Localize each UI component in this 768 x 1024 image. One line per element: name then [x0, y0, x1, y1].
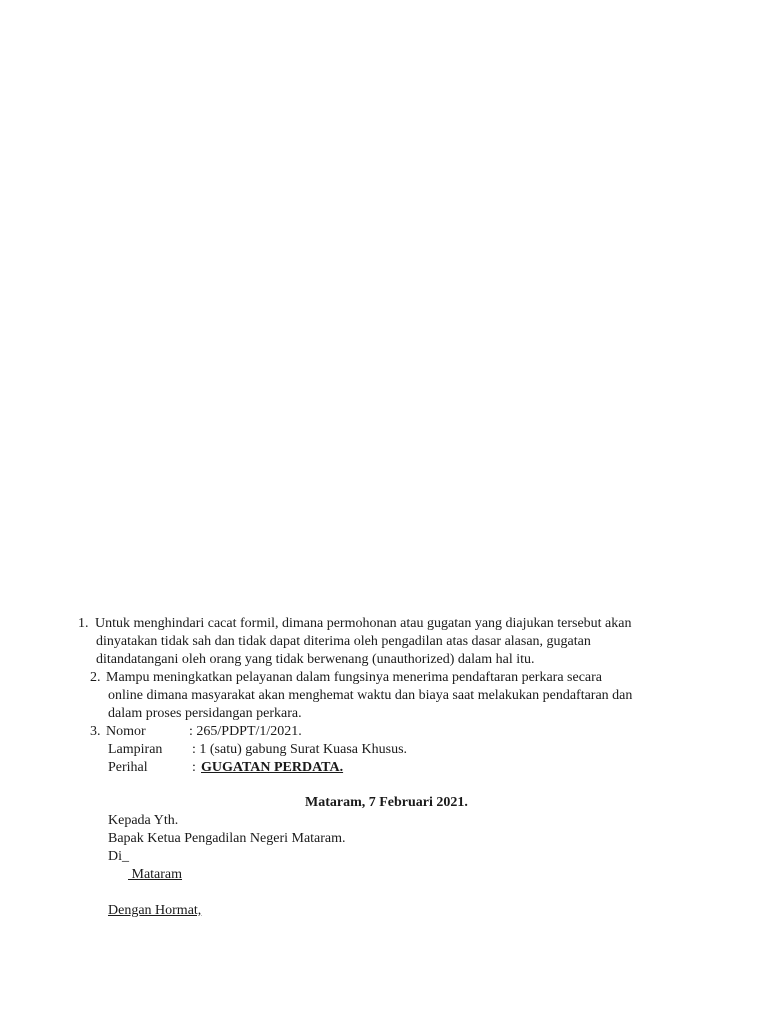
list-number-3: 3.: [90, 724, 101, 739]
di-underscore: _: [122, 849, 129, 864]
list-number-1: 1.: [78, 616, 89, 631]
di-text: Di: [108, 849, 122, 864]
perihal-colon: :: [192, 760, 196, 775]
item1-line1: Untuk menghindari cacat formil, dimana permohonan atau gugatan yang diajukan tersebut akan: [95, 616, 632, 631]
lampiran-label: Lampiran: [108, 742, 163, 757]
place-date: Mataram, 7 Februari 2021.: [305, 795, 468, 810]
item2-line1: Mampu meningkatkan pelayanan dalam fungsinya menerima pendaftaran perkara secara: [106, 670, 603, 685]
city: Mataram: [128, 867, 183, 882]
perihal-value: GUGATAN PERDATA.: [201, 760, 344, 775]
item2-line2: online dimana masyarakat akan menghemat waktu dan biaya saat melakukan pendaftaran dan: [108, 688, 633, 703]
nomor-value: : 265/PDPT/1/2021.: [189, 724, 302, 739]
kepada-yth: Kepada Yth.: [108, 813, 179, 828]
item1-line3: ditandatangani oleh orang yang tidak berwenang (unauthorized) dalam hal itu.: [96, 652, 535, 667]
item2-line3: dalam proses persidangan perkara.: [108, 706, 302, 721]
di-label: [108, 848, 129, 866]
item1-line2: dinyatakan tidak sah dan tidak dapat diterima oleh pengadilan atas dasar alasan, gugatan: [96, 634, 591, 649]
perihal-label: Perihal: [108, 760, 148, 775]
list-number-2: 2.: [90, 670, 101, 685]
recipient: Bapak Ketua Pengadilan Negeri Mataram.: [108, 831, 346, 846]
greeting: Dengan Hormat,: [108, 903, 202, 918]
nomor-label: Nomor: [106, 724, 146, 739]
lampiran-value: : 1 (satu) gabung Surat Kuasa Khusus.: [192, 742, 408, 757]
